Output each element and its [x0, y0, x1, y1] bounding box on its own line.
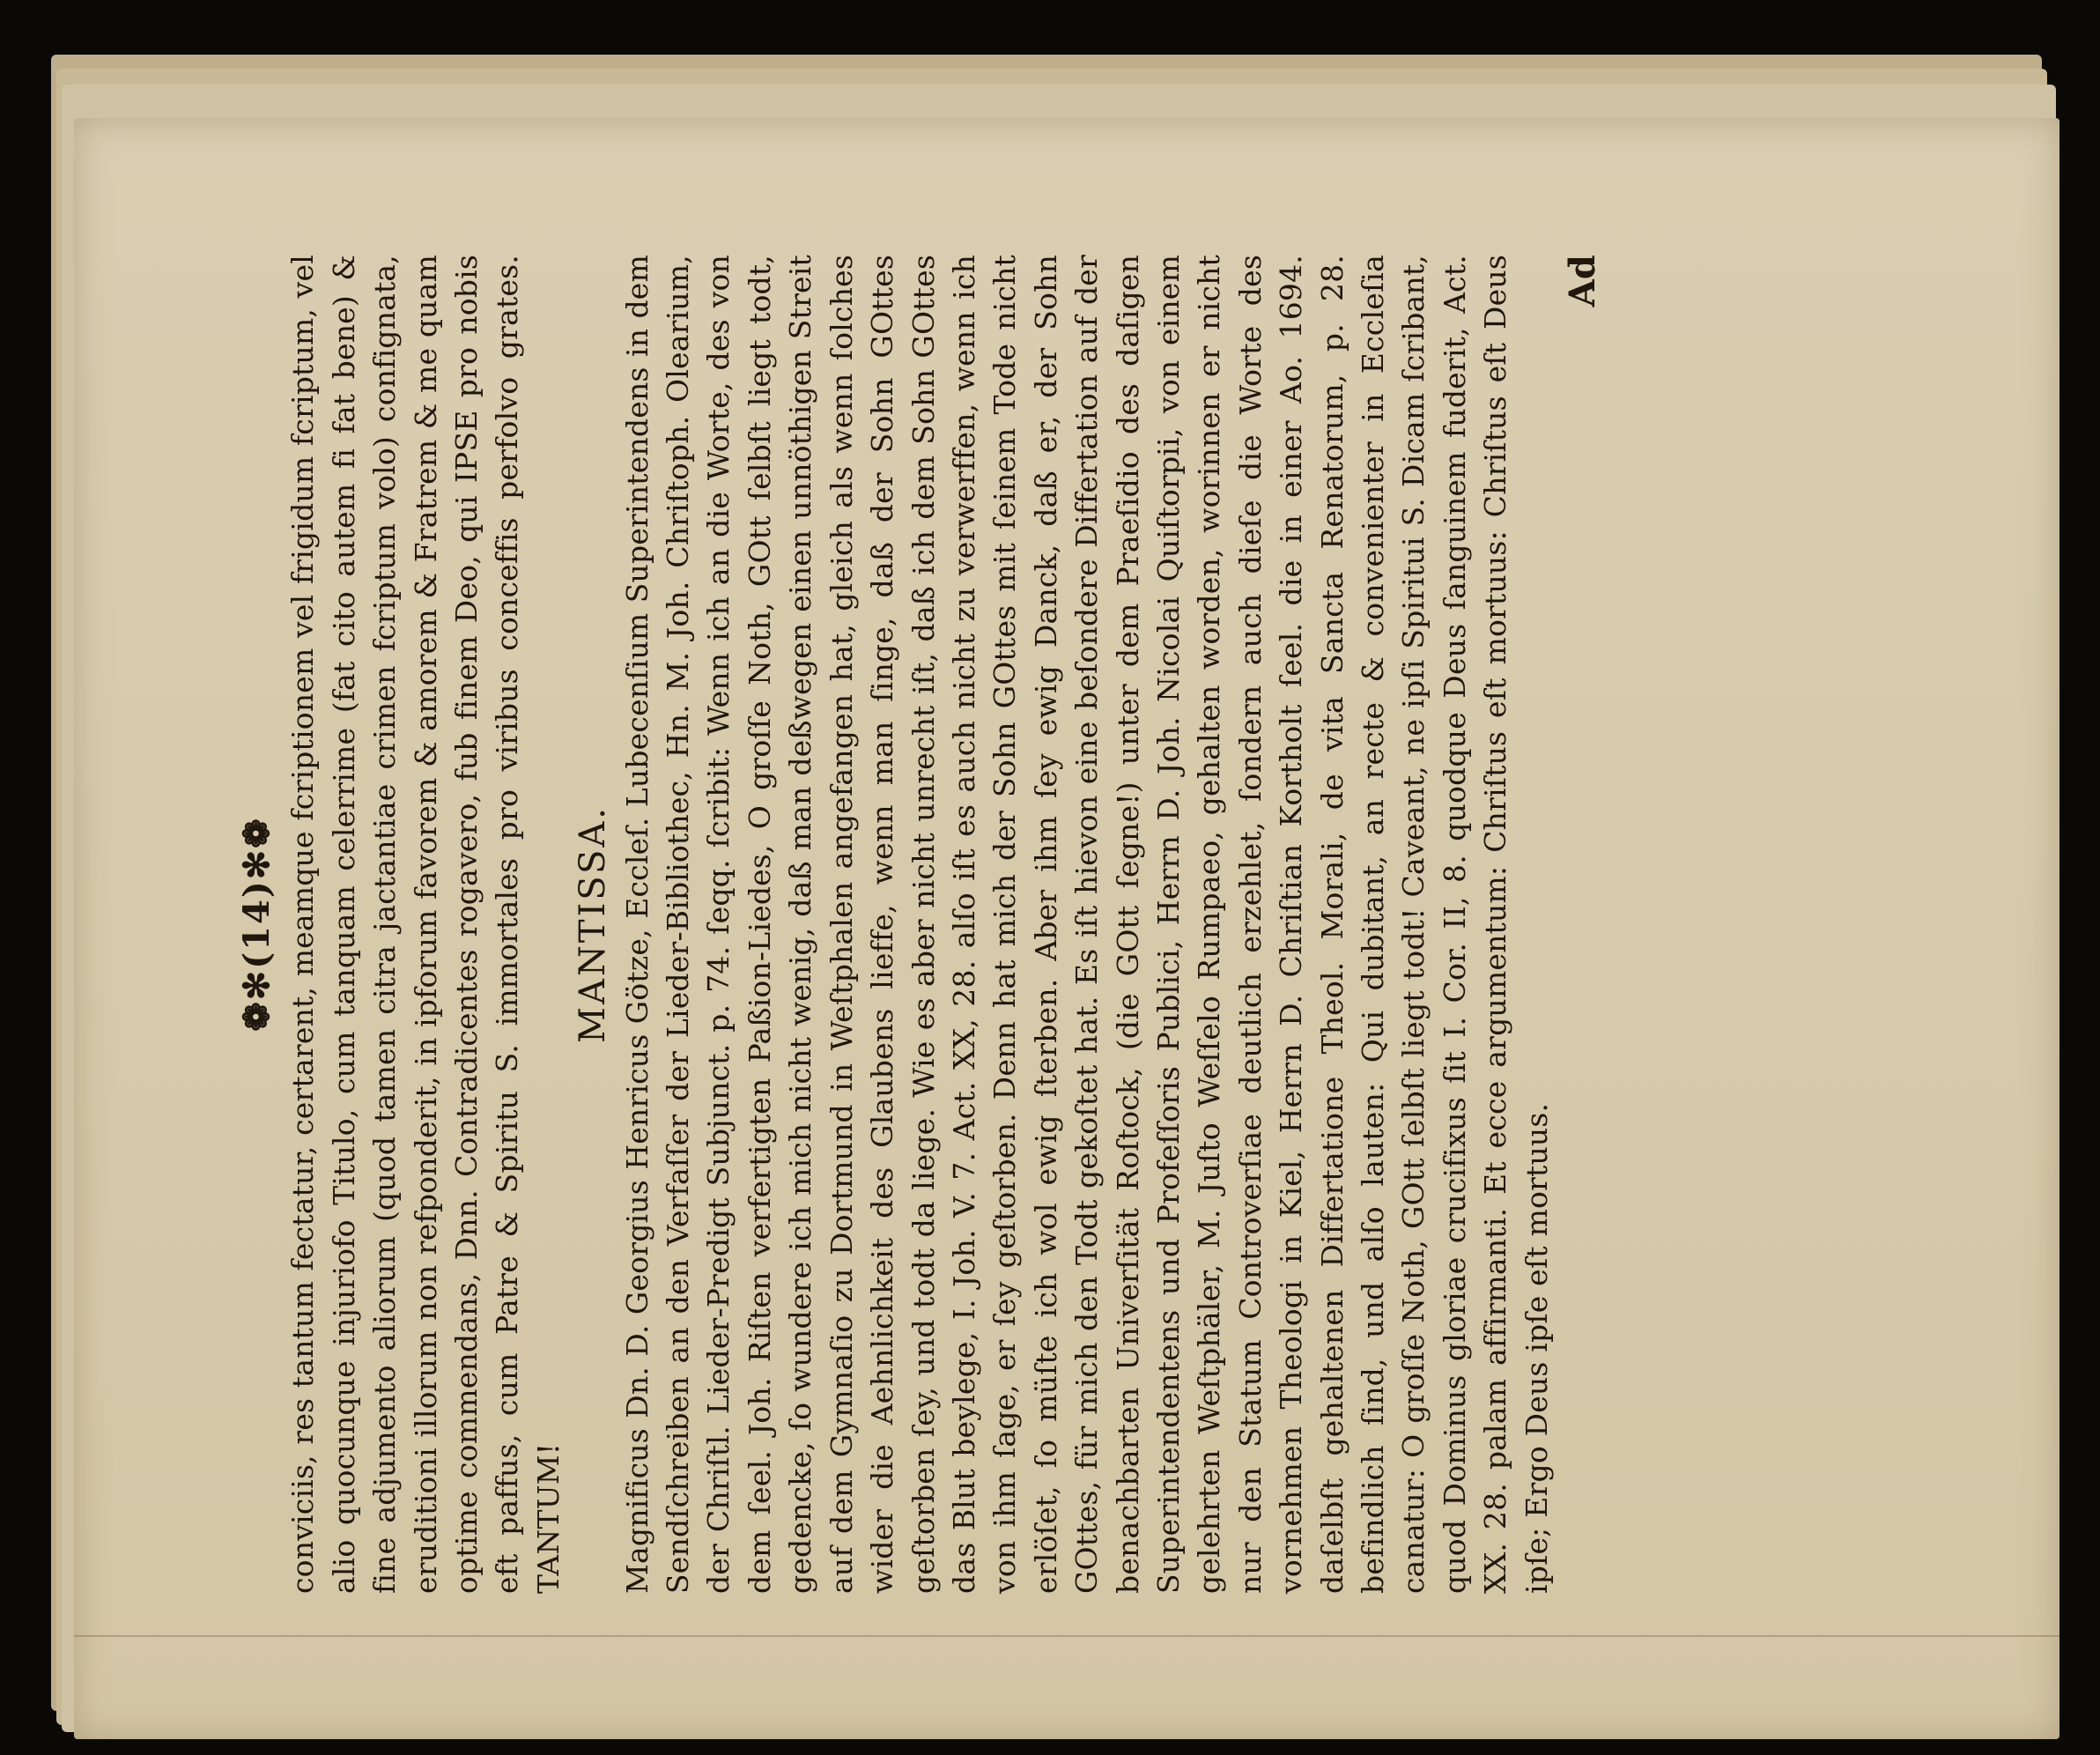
- paragraph-conclusion: conviciis, res tantum fectatur, certarent, meamque fcriptionem vel frigidum fcriptum, vel alio quocunque injuriofo Titulo, cum tanquam celerrime (fat cito autem fi fat bene) & fine adjumento aliorum (quod tamen citra jactantiae crimen fcriptum volo) confignata, eruditioni illorum non refponderit, in ipforum favorem & amorem & Fratrem & me quam optime commendans, Dnn. Contradicentes rogavero, fub finem Deo, qui IPSE pro nobis eft paffus, cum Patre & Spiritu S. immortales pro viribus conceffis perfolvo grates. TANTUM!: [285, 255, 566, 1594]
- page-number: (14): [236, 879, 277, 969]
- rotated-text-block: [237, 255, 1928, 1594]
- catchword: Ad: [1562, 255, 1603, 307]
- page-header: ❁✻(14)✻❁: [236, 817, 277, 1032]
- section-heading: MANTISSA.: [573, 804, 614, 1044]
- document-page: [74, 118, 2059, 1739]
- text-content: [237, 255, 1928, 1594]
- page-fold-line: [74, 1635, 2059, 1637]
- paragraph-mantissa: Magnificus Dn. D. Georgius Henricus Götze, Eccleſ. Lubecenſium Superintendens in dem Sendſchreiben an den Verfaſſer der Lieder-Bibliothec, Hn. M. Joh. Chriſtoph. Olearium, der Chriſtl. Lieder-Predigt Subjunct. p. 74. ſeqq. ſcribit: Wenn ich an die Worte, des von dem ſeel. Joh. Riſten verfertigten Paßion-Liedes, O groſſe Noth, GOtt ſelbſt liegt todt, gedencke, ſo wundere ich mich nicht wenig, daß man deßwegen einen unnöthigen Streit auf dem Gymnaſio zu Dortmund in Weſtphalen angefangen hat, gleich als wenn ſolches wider die Aehnlichkeit des Glaubens lieffe, wenn man ſinge, daß der Sohn GOttes geſtorben ſey, und todt da liege. Wie es aber nicht unrecht iſt, daß ich dem Sohn GOttes das Blut beylege, I. Joh. V. 7. Act. XX, 28. alſo iſt es auch nicht zu verwerffen, wenn ich von ihm ſage, er ſey geſtorben. Denn hat mich der Sohn GOttes mit ſeinem Tode nicht erlöſet, ſo müſte ich wol ewig ſterben. Aber ihm ſey ewig Danck, daß er, der Sohn GOttes, für mich den Todt gekoſtet hat. Es iſt hievon eine beſondere Differtation auf der benachbarten Univerſität Roſtock, (die GOtt ſegne!) unter dem Praeſidio des daſigen Superintendentens und Profeſſoris Publici, Herrn D. Joh. Nicolai Quiſtorpii, von einem gelehrten Weſtphäler, M. Juſto Weſſelo Rumpaeo, gehalten worden, worinnen er nicht nur den Statum Controverſiae deutlich erzehlet, ſondern auch dieſe die Worte des vornehmen Theologi in Kiel, Herrn D. Chriſtian Kortholt ſeel. die in einer Ao. 1694. daſelbſt gehaltenen Differtatione Theol. Morali, de vita Sancta Renatorum, p. 28. befindlich ſind, und alſo lauten: Qui dubitant, an recte & convenienter in Eccleſia canatur: O groſſe Noth, GOtt ſelbſt liegt todt! Caveant, ne ipſi Spiritui S. Dicam ſcribant, quod Dominus gloriae crucifixus ſit I. Cor. II, 8. quodque Deus ſanguinem fuderit, Act. XX. 28. palam affirmanti. Et ecce argumentum: Chriſtus eſt mortuus: Chriſtus eſt Deus ipſe; Ergo Deus ipſe eſt mortuus.: [619, 255, 1554, 1594]
